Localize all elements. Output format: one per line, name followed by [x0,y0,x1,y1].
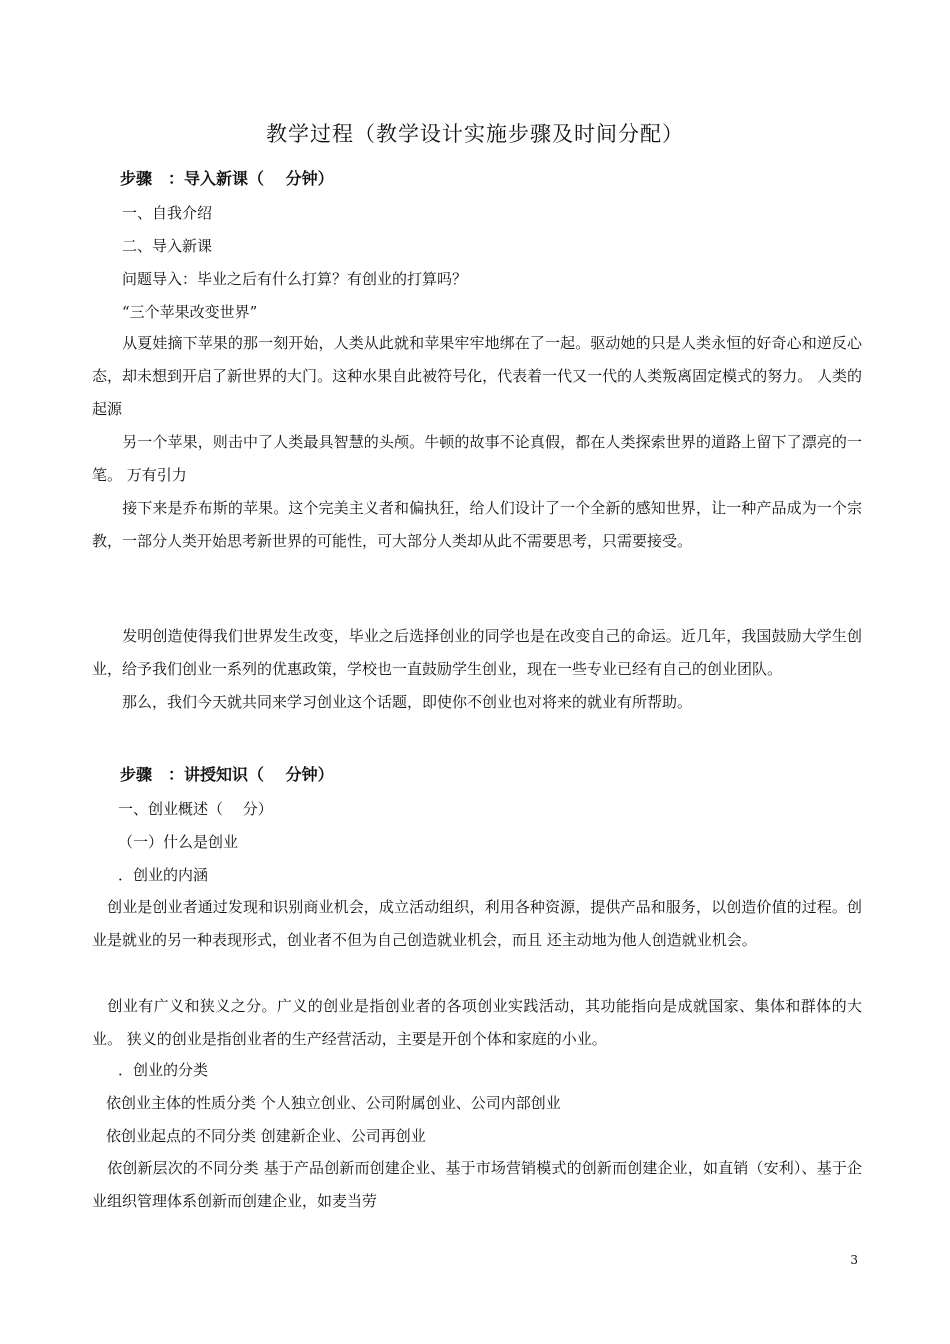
intro-item-2: 二、导入新课 [122,237,213,255]
intro-question: 问题导入：毕业之后有什么打算？有创业的打算吗？ [122,270,468,288]
classification-by-subject: 依创业主体的性质分类 个人独立创业、公司附属创业、公司内部创业 [106,1094,561,1112]
connotation-heading: ．创业的内涵 [118,866,209,884]
overview-heading: 一、创业概述（ 分） [118,800,273,818]
apple-paragraph-3: 接下来是乔布斯的苹果。这个完美主义者和偏执狂，给人们设计了一个全新的感知世界，让一种产品成为一个宗教，一部分人类开始思考新世界的可能性，可大部分人类却从此不需要思考，只需要接受。 [92,499,862,550]
definition-paragraph: 创业是创业者通过发现和识别商业机会，成立活动组织，利用各种资源，提供产品和服务，以创造价值的过程。创业是就业的另一种表现形式，创业者不但为自己创造就业机会，而且 还主动地为他人创造就业机会。 [92,898,862,949]
what-is-entrepreneurship: （一）什么是创业 [118,833,239,851]
invention-paragraph: 发明创造使得我们世界发生改变，毕业之后选择创业的同学也是在改变自己的命运。近几年，我国鼓励大学生创业，给予我们创业一系列的优惠政策，学校也一直鼓励学生创业，现在一些专业已经有自己的创业团队。 [92,627,862,678]
apple-paragraph-2: 另一个苹果，则击中了人类最具智慧的头颅。牛顿的故事不论真假，都在人类探索世界的道路上留下了漂亮的一笔。 万有引力 [92,433,862,484]
conclusion-paragraph: 那么，我们今天就共同来学习创业这个话题，即使你不创业也对将来的就业有所帮助。 [92,693,693,711]
page-number: 3 [850,1253,858,1267]
intro-quote: “三个苹果改变世界” [122,303,258,321]
broad-narrow-paragraph: 创业有广义和狭义之分。广义的创业是指创业者的各项创业实践活动，其功能指向是成就国家、集体和群体的大业。 狭义的创业是指创业者的生产经营活动，主要是开创个体和家庭的小业。 [92,997,862,1048]
step2-heading: 步骤 ：讲授知识（ 分钟） [120,765,334,784]
page-title: 教学过程（教学设计实施步骤及时间分配） [266,122,684,146]
apple-paragraph-1: 从夏娃摘下苹果的那一刻开始，人类从此就和苹果牢牢地绑在了一起。驱动她的只是人类永恒的好奇心和逆反心态，却未想到开启了新世界的大门。这种水果自此被符号化，代表着一代又一代的人类叛离固定模式的努力。 人类的起源 [92,334,862,418]
classification-heading: ．创业的分类 [118,1061,209,1079]
classification-by-start: 依创业起点的不同分类 创建新企业、公司再创业 [106,1127,426,1145]
step1-heading: 步骤 ：导入新课（ 分钟） [120,169,334,188]
classification-by-innovation: 依创新层次的不同分类 基于产品创新而创建企业、基于市场营销模式的创新而创建企业，如直销（安利）、基于企业组织管理体系创新而创建企业，如麦当劳 [92,1159,862,1210]
intro-item-1: 一、自我介绍 [122,204,213,222]
